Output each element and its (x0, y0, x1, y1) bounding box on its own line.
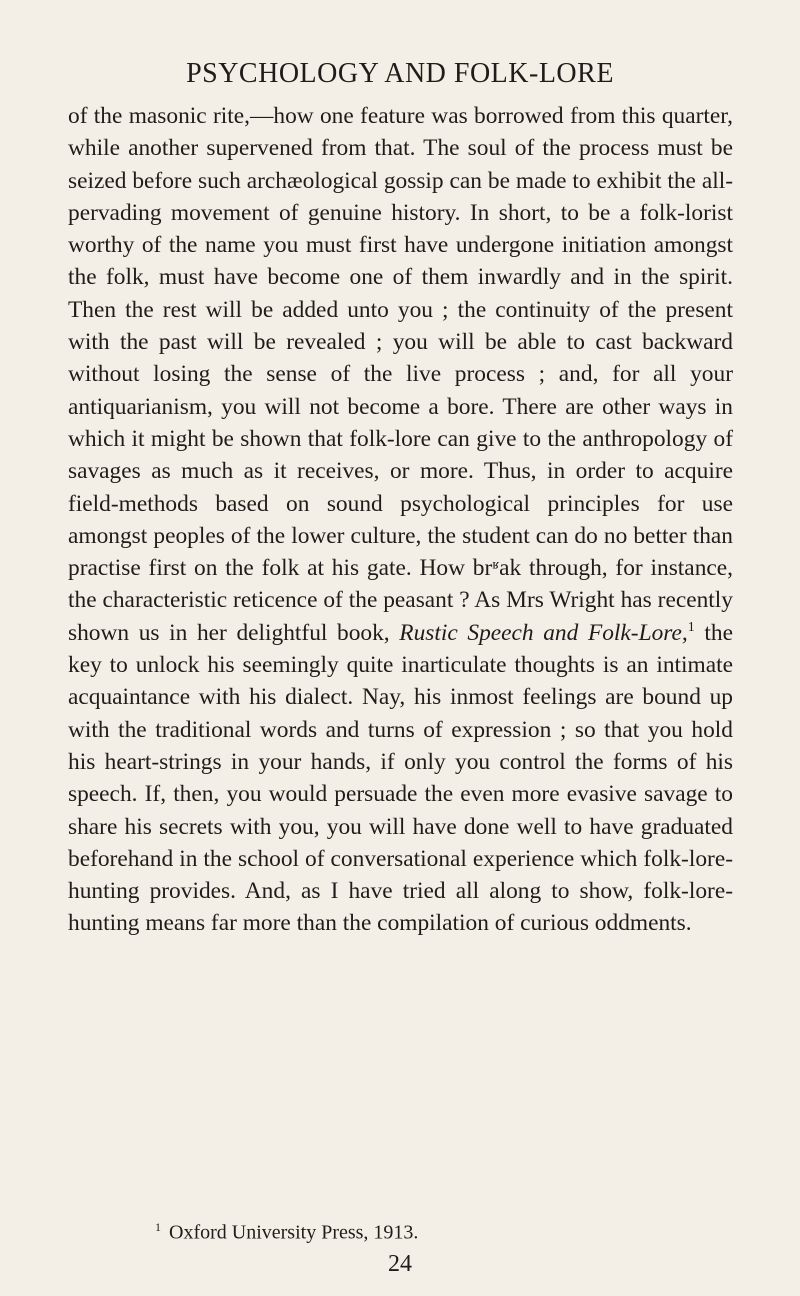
footnote-marker: 1 (155, 1220, 161, 1234)
body-text-segment-2: the key to unlock his seemingly quite inarticulate thoughts is an intimate acquaintance with his dialect. Nay, his inmost feelings are bound up with the traditional words and turns of expression ; so that you hold his heart-strings in your hands, if only you control the forms of his speech. If, then, you would persuade the even more evasive savage to share his secrets with you, you will have done well to have graduated beforehand in the school of conversational experience which folk-lore-hunting provides. And, as I have tried all along to show, folk-lore-hunting means far more than the compilation of curious oddments. (68, 619, 733, 937)
footnote-text: Oxford University Press, 1913. (169, 1221, 419, 1244)
footnote (155, 1215, 418, 1245)
body-paragraph (68, 100, 733, 940)
book-title: Rustic Speech and Folk-Lore, (399, 619, 688, 646)
body-text-segment-1: of the masonic rite,—how one feature was borrowed from this quarter, while another supervened from that. The soul of the process must be seized before such archæological gossip can be made to exhibit the all-pervading movement of genuine history. In short, to be a folk-lorist worthy of the name you must first have undergone initiation amongst the folk, must have become one of them inwardly and in the spirit. Then the rest will be added unto you ; the continuity of the present with the past will be revealed ; you will be able to cast backward without losing the sense of the live process ; and, for all your antiquarianism, you will not become a bore. There are other ways in which it might be shown that folk-lore can give to the anthropology of savages as much as it receives, or more. Thus, in order to acquire field-methods based on sound psychological principles for use amongst peoples of the lower culture, the student can do no better than practise first on the folk at his gate. How brʶak through, for instance, the characteristic reticence of the peasant ? As Mrs Wright has recently shown us in her delightful book, (68, 103, 733, 646)
page-number: 24 (388, 1251, 412, 1277)
footnote-reference: 1 (687, 619, 695, 635)
running-title: PSYCHOLOGY AND FOLK-LORE (186, 58, 614, 89)
